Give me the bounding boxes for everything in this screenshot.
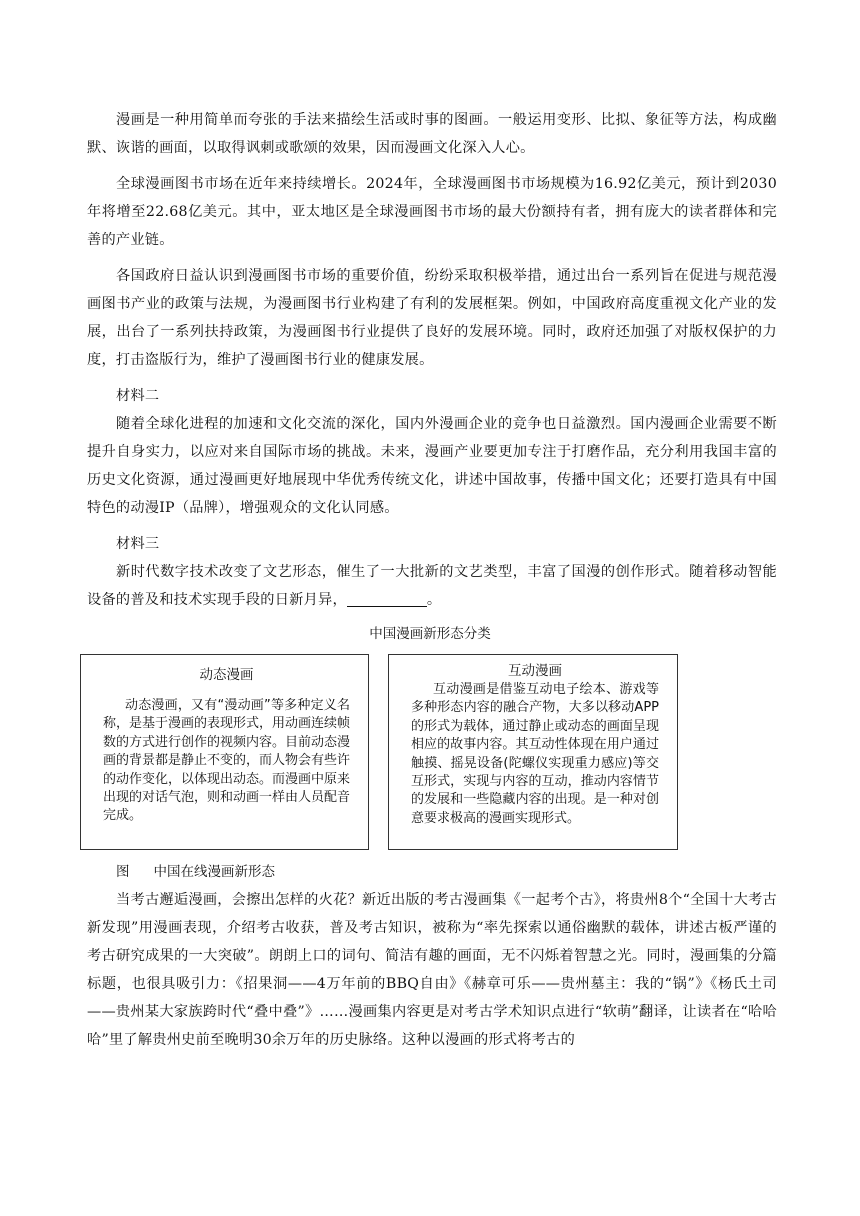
interactive-comic-description: 互动漫画是借鉴互动电子绘本、游戏等多种形态内容的融合产物，大多以移动APP的形式为载体，通过静止或动态的画面呈现相应的故事内容。其互动性体现在用户通过触摸、摇晃设备(陀螺仪实现重力感应)等交互形式，实现与内容的互动，推动内容情节的发展和一些隐藏内容的出现。是一种对创意要求极高的漫画实现形式。 <box>411 682 659 826</box>
figure-title: 中国漫画新形态分类 <box>369 626 491 642</box>
paragraph-government-policy: 各国政府日益认识到漫画图书市场的重要价值，纷纷采取积极举措，通过出台一系列旨在促进与规范漫画图书产业的政策与法规，为漫画图书行业构建了有利的发展框架。例如，中国政府高度重视文化产业的发展，出台了一系列扶持政策，为漫画图书行业提供了良好的发展环境。同时，政府还加强了对版权保护的力度，打击盗版行为，维护了漫画图书行业的健康发展。 <box>87 268 777 368</box>
fill-in-blank[interactable] <box>347 590 427 607</box>
figure-caption <box>116 862 275 882</box>
paragraph-digital-tech-text: 新时代数字技术改变了文艺形态，催生了一大批新的文艺类型，丰富了国漫的创作形式。随着移动智能设备的普及和技术实现手段的日新月异， <box>87 564 777 608</box>
material-three-label: 材料三 <box>116 536 160 552</box>
dynamic-comic-box <box>80 654 369 850</box>
paragraph-comic-definition: 漫画是一种用简单而夸张的手法来描绘生活或时事的图画。一般运用变形、比拟、象征等方法，构成幽默、诙谐的画面，以取得讽刺或歌颂的效果，因而漫画文化深入人心。 <box>87 112 777 156</box>
dynamic-comic-title: 动态漫画 <box>199 667 254 683</box>
paragraph-digital-tech <box>87 558 777 614</box>
dynamic-comic-description: 动态漫画，又有“漫动画”等多种定义名称，是基于漫画的表现形式，用动画连续帧数的方式进行创作的视频内容。目前动态漫画的背景都是静止不变的，而人物会有些许的动作变化，以体现出动态。而漫画中原来出现的对话气泡，则和动画一样由人员配音完成。 <box>103 698 351 824</box>
paragraph-digital-tech-end: 。 <box>426 592 442 608</box>
paragraph-competition: 随着全球化进程的加速和文化交流的深化，国内外漫画企业的竞争也日益激烈。国内漫画企业需要不断提升自身实力，以应对来自国际市场的挑战。未来，漫画产业要更加专注于打磨作品，充分利用我国丰富的历史文化资源，通过漫画更好地展现中华优秀传统文化，讲述中国故事，传播中国文化；还要打造具有中国特色的动漫IP（品牌），增强观众的文化认同感。 <box>87 416 777 516</box>
interactive-comic-box <box>388 654 678 850</box>
paragraph-market-growth: 全球漫画图书市场在近年来持续增长。2024年，全球漫画图书市场规模为16.92亿美元，预计到2030年将增至22.68亿美元。其中，亚太地区是全球漫画图书市场的最大份额持有者，拥有庞大的读者群体和完善的产业链。 <box>87 176 777 248</box>
figure-caption-text: 中国在线漫画新形态 <box>153 864 275 880</box>
paragraph-archaeology-comic: 当考古邂逅漫画，会擦出怎样的火花？新近出版的考古漫画集《一起考个古》，将贵州8个“全国十大考古新发现”用漫画表现，介绍考古收获，普及考古知识，被称为“率先探索以通俗幽默的载体，讲述古板严谨的考古研究成果的一大突破”。朗朗上口的词句、简洁有趣的画面，无不闪烁着智慧之光。同时，漫画集的分篇标题，也很具吸引力：《招果洞——4万年前的BBQ自由》《赫章可乐——贵州墓主：我的“锅”》《杨氏土司——贵州某大家族跨时代“叠中叠”》……漫画集内容更是对考古学术知识点进行“软萌”翻译，让读者在“哈哈哈”里了解贵州史前至晚明30余万年的历史脉络。这种以漫画的形式将考古的 <box>87 892 777 1048</box>
figure-caption-label: 图 <box>116 864 130 880</box>
material-two-label: 材料二 <box>116 388 160 404</box>
interactive-comic-title: 互动漫画 <box>508 663 562 679</box>
